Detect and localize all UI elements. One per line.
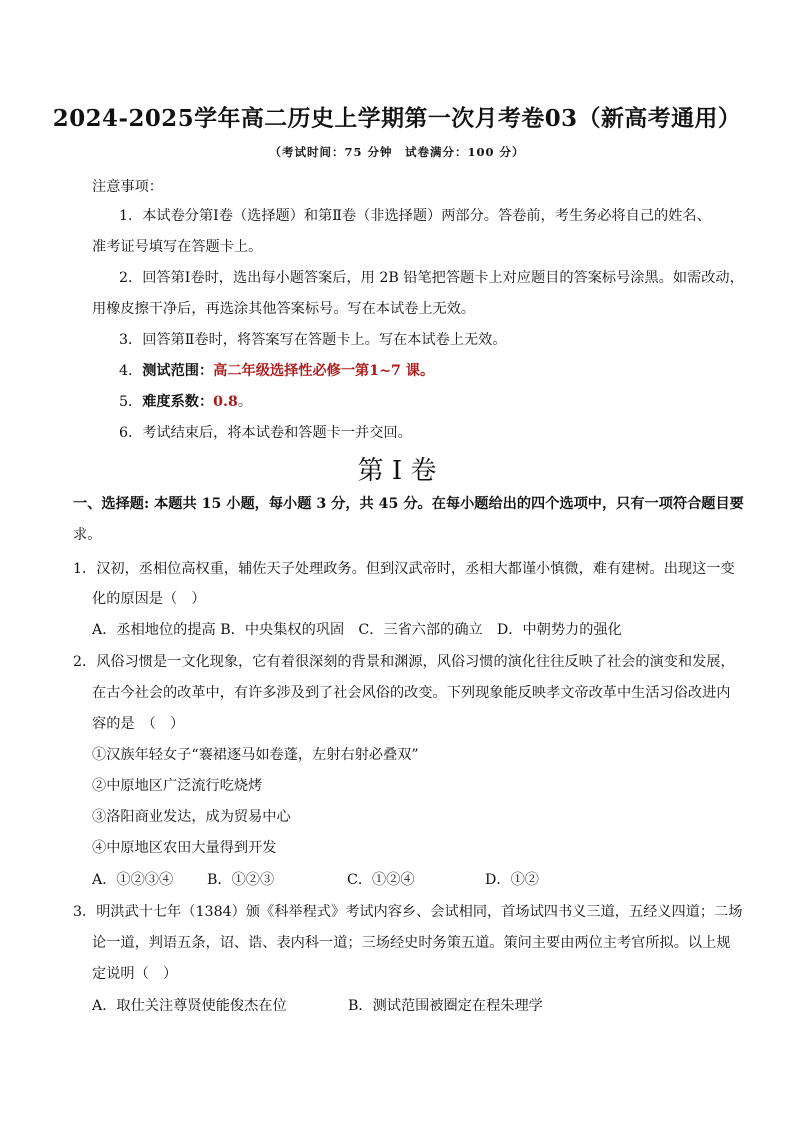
question-1-options: A．丞相地位的提高 B．中央集权的巩固 C．三省六部的确立 D．中朝势力的强化 xyxy=(92,622,622,638)
test-scope-value: 高二年级选择性必修一第1~7 课 xyxy=(213,363,420,379)
notice-item-2-line-1: 2．回答第Ⅰ卷时，选出每小题答案后，用 2B 铅笔把答题卡上对应题目的答案标号涂黑。如需改动， xyxy=(119,270,744,286)
question-3-option-a: A．取仕关注尊贤使能俊杰在位 xyxy=(92,998,287,1014)
question-3-option-b: B．测试范围被圈定在程朱理学 xyxy=(348,998,543,1014)
test-scope-label: 测试范围： xyxy=(142,363,214,379)
notice-item-5-suffix: 。 xyxy=(237,394,253,410)
question-2-line-3: 容的是 （ ） xyxy=(92,716,185,732)
difficulty-label: 难度系数： xyxy=(142,394,214,410)
question-2-statement-4: ④中原地区农田大量得到开发 xyxy=(92,840,277,856)
question-2-statement-1: ①汉族年轻女子“褰裙逐马如卷蓬，左射右射必叠双” xyxy=(92,747,419,763)
notice-item-5 xyxy=(119,392,252,412)
exam-info: （考试时间：75 分钟 试卷满分：100 分） xyxy=(269,145,525,159)
question-2-option-c: C．①②④ xyxy=(347,872,415,888)
notice-item-1-line-2: 准考证号填写在答题卡上。 xyxy=(92,239,263,255)
question-2-line-1: 2．风俗习惯是一文化现象，它有着很深刻的背景和渊源，风俗习惯的演化往往反映了社会的演变和发展， xyxy=(73,654,735,670)
section-intro-line-2: 求。 xyxy=(73,527,102,543)
question-3-line-1: 3．明洪武十七年（1384）颁《科举程式》考试内容乡、会试相同，首场试四书义三道，五经义四道；二场 xyxy=(73,904,743,920)
notice-item-1-line-1: 1．本试卷分第Ⅰ卷（选择题）和第Ⅱ卷（非选择题）两部分。答卷前，考生务必将自己的姓名、 xyxy=(119,208,711,224)
page-title: 2024-2025学年高二历史上学期第一次月考卷03（新高考通用） xyxy=(52,106,742,132)
question-2-option-d: D．①② xyxy=(485,872,539,888)
question-2-statement-2: ②中原地区广泛流行吃烧烤 xyxy=(92,778,263,794)
notice-item-4-prefix: 4． xyxy=(119,363,143,379)
question-3-line-3: 定说明（ ） xyxy=(92,966,178,982)
notice-heading: 注意事项： xyxy=(92,179,163,195)
notice-item-4-suffix: 。 xyxy=(420,363,435,379)
question-1-line-2: 化的原因是（ ） xyxy=(92,591,206,607)
question-2-line-2: 在古今社会的改革中，有许多涉及到了社会风俗的改变。下列现象能反映孝文帝改革中生活习俗改进内 xyxy=(92,685,731,701)
notice-item-2-line-2: 用橡皮擦干净后，再选涂其他答案标号。写在本试卷上无效。 xyxy=(92,301,476,317)
difficulty-value: 0.8 xyxy=(213,394,238,410)
question-2-option-a: A．①②③④ xyxy=(92,872,174,888)
section-intro-line-1: 一、选择题: 本题共 15 小题，每小题 3 分，共 45 分。在每小题给出的四个选项中，只有一项符合题目要 xyxy=(73,496,744,512)
question-2-statement-3: ③洛阳商业发达，成为贸易中心 xyxy=(92,809,291,825)
notice-item-3: 3．回答第Ⅱ卷时，将答案写在答题卡上。写在本试卷上无效。 xyxy=(119,332,507,348)
section-title: 第 I 卷 xyxy=(357,456,437,486)
question-1-line-1: 1．汉初，丞相位高权重，辅佐天子处理政务。但到汉武帝时，丞相大都谨小慎微，难有建树。出现这一变 xyxy=(73,561,735,577)
notice-item-5-prefix: 5． xyxy=(119,394,143,410)
question-3-line-2: 论一道，判语五条，诏、诰、表内科一道；三场经史时务策五道。策问主要由两位主考官所拟。以上规 xyxy=(92,935,731,951)
notice-item-4 xyxy=(119,361,434,381)
notice-item-6: 6．考试结束后，将本试卷和答题卡一并交回。 xyxy=(119,425,412,441)
question-2-option-b: B．①②③ xyxy=(207,872,275,888)
